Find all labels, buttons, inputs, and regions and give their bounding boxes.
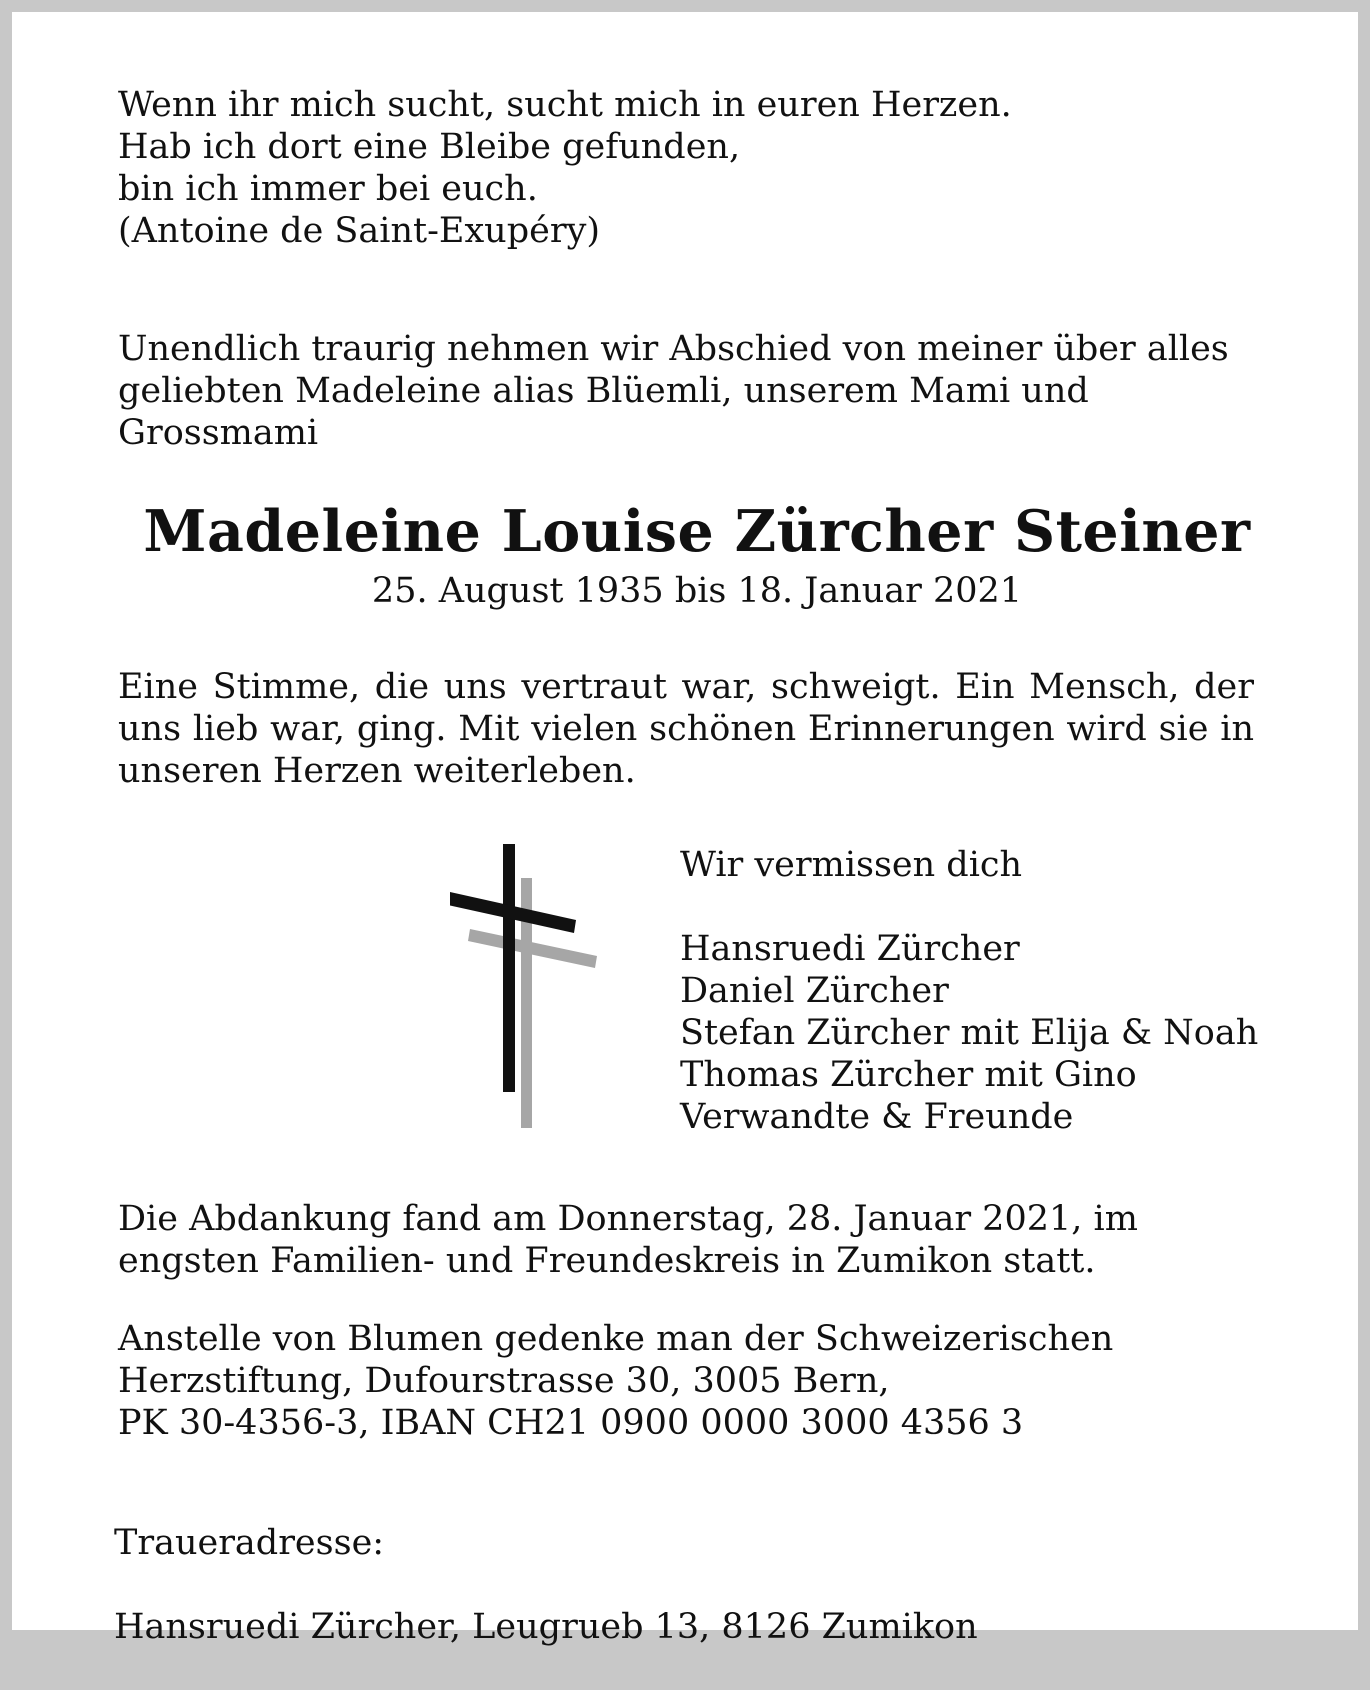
family-member: Daniel Zürcher [680,971,949,1011]
family-member: Verwandte & Freunde [680,1097,1074,1137]
cross-icon [450,844,630,1154]
family-member: Thomas Zürcher mit Gino [680,1055,1137,1095]
cross-front [450,844,576,1092]
deceased-name: Madeleine Louise Zürcher Steiner [143,498,1251,565]
obituary-notice [12,12,1358,1647]
family-heading: Wir vermissen dich [680,845,1023,885]
spacer [680,886,1330,928]
donation-info: Anstelle von Blumen gedenke man der Schweizerischen Herzstiftung, Dufourstrasse 30, 3005 Bern, PK 30-4356-3, IBAN CH21 0900 0000 3000 4356 3 [118,1319,1114,1443]
life-dates: 25. August 1935 bis 18. Januar 2021 [371,571,1023,611]
family-member: Stefan Zürcher mit Elija & Noah [680,1013,1259,1053]
address-value: Hansruedi Zürcher, Leugrueb 13, 8126 Zumikon [114,1607,978,1647]
address-label: Traueradresse: [114,1523,385,1563]
tribute-text: Eine Stimme, die uns vertraut war, schweigt. Ein Mensch, der uns lieb war, ging. Mit vielen schönen Erinnerungen wird sie in unseren Herzen weiterleben. [118,667,1254,791]
funeral-info: Die Abdankung fand am Donnerstag, 28. Januar 2021, im engsten Familien- und Freundeskreis in Zumikon statt. [118,1199,1138,1281]
poem-quote: Wenn ihr mich sucht, sucht mich in euren Herzen. Hab ich dort eine Bleibe gefunden, bin ich immer bei euch. (Antoine de Saint-Exupéry) [118,85,1012,251]
mourning-address [114,1480,1264,1690]
family-member: Hansruedi Zürcher [680,929,1020,969]
family-signatures [680,844,1330,1138]
farewell-intro: Unendlich traurig nehmen wir Abschied von meiner über alles geliebten Madeleine alias Blüemli, unserem Mami und Grossmami [118,329,1229,453]
